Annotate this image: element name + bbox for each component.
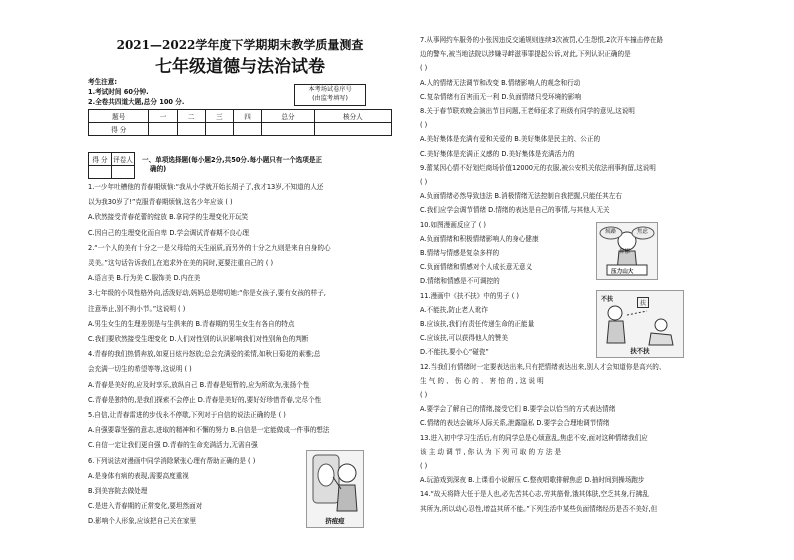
question-line: 生 气 的 、 伤 心 的 、 害 怕 的 , 这 说 明 xyxy=(420,376,544,385)
help-label-no: 不扶 xyxy=(601,296,614,303)
exam-subtitle: 2021—2022学年度下学期期末教学质量测查 xyxy=(116,38,364,52)
score-head-cell: 题号 xyxy=(89,110,149,123)
section-title: 一、单项选择题(每小题2分,共50分.每小题只有一个选项是正 xyxy=(142,156,323,164)
score-table xyxy=(88,109,392,136)
section-score-box xyxy=(88,152,135,179)
question-line: A.负面情绪必然导致违法 B.消极情绪无法控制自我把握,只能任其左右 xyxy=(420,192,622,201)
question-line: 4.青春的我们热情奔放,如夏日炫丹怒放;总会充满爱的柔情,如秋日菊花的素雅;总 xyxy=(88,350,321,359)
pimple-cartoon-image xyxy=(306,450,364,528)
question-line: A.是身体有病的表现,需要高度重视 xyxy=(88,471,189,480)
score-head-cell: 三 xyxy=(205,110,233,123)
question-line: 1.一少年吐槽他的青春期烦恼:“我从小学就开始长胡子了,我才13岁,不知道的人还 xyxy=(88,183,324,191)
score-table-row xyxy=(89,123,392,136)
stress-label-3: 抑郁 xyxy=(619,249,630,255)
question-line: ( ) xyxy=(420,121,428,130)
question-line: 12.当我们有情绪时一定要表达出来,只有把情绪表达出来,别人才会知道你是高兴的、 xyxy=(420,362,666,371)
question-line: D.情绪和情感是不可调控的 xyxy=(420,277,500,286)
question-line: 灵美。”这句话告诉我们,在追求外在美的同时,更要注重自己的 ( ) xyxy=(88,259,274,267)
grader-label: 评卷人 xyxy=(112,153,135,166)
score-row-label: 得 分 xyxy=(89,123,149,136)
section-score-cell[interactable] xyxy=(89,166,112,179)
question-line: 5.自信,让青春雷进的步伐永不停歇,下列对于自信的说法正确的是 ( ) xyxy=(88,411,286,419)
score-head-cell: 核分人 xyxy=(314,110,391,123)
question-line: 8.关于春节联欢晚会演出节目问题,王老师征求了班级有同学的意见,这说明 xyxy=(420,107,635,115)
question-line: 其所为,所以动心忍性,增益其所不能。”下列生活中某些负面情绪经历是否不美好,但 xyxy=(420,504,658,513)
question-line: A.人的情绪无法调节和改变 B.情绪影响人的观念和行动 xyxy=(420,78,581,87)
question-line: 注意举止,别不拘小节。”这说明 ( ) xyxy=(88,304,186,313)
notice-2: 2.全卷共四道大题,总分 100 分. xyxy=(88,98,185,106)
question-line: 10.如图漫画反应了 ( ) xyxy=(420,220,486,229)
question-line: C.是进入青春期的正常变化,要坦然面对 xyxy=(88,502,203,511)
score-cell[interactable] xyxy=(177,123,205,136)
question-line: 9.蕾某因心情不好划烂商场价值12000元的衣服,被公安机关依法刑事拘留,这说明 xyxy=(420,163,656,172)
question-line: A.青春是美好的,应及时享乐,放纵自己 B.青春是短暂的,应为所欲为,张扬个性 xyxy=(88,380,310,389)
stress-cartoon-image xyxy=(596,222,658,280)
score-head-cell: 二 xyxy=(177,110,205,123)
exam-title: 七年级道德与法治试卷 xyxy=(155,57,325,77)
question-line: A.美好集体是充满有爱和关爱的 B.美好集体是民主的、公正的 xyxy=(420,135,601,144)
score-head-cell: 四 xyxy=(233,110,261,123)
question-line: ( ) xyxy=(420,391,428,399)
question-line: C.情绪的表达会破坏人际关系,泄露隐私 D.要学会合理地调节情绪 xyxy=(420,419,610,428)
score-cell[interactable] xyxy=(314,123,391,136)
question-line: 11.漫画中《扶不扶》中的男子 ( ) xyxy=(420,291,519,300)
notice-title: 考生注意: xyxy=(88,78,118,86)
score-cell[interactable] xyxy=(205,123,233,136)
question-line: A.男生女生的生理差别是与生俱来的 B.青春期的男生女生有各自的特点 xyxy=(88,319,295,328)
help-label-yes: 扶 xyxy=(637,297,649,308)
seat-code-label: 本考场试卷序号 (由监考填写) xyxy=(308,86,352,102)
question-line: C.我们应学会调节情绪 D.情绪的表达是自己的事情,与其他人无关 xyxy=(420,206,610,215)
question-line: 边的警车,被当地法院以涉嫌寻衅滋事罪提起公诉,对此,下列认识正确的是 xyxy=(420,50,631,59)
score-cell[interactable] xyxy=(149,123,177,136)
question-line: C.应该扶,可以获得他人的赞美 xyxy=(420,334,508,343)
question-line: A.自强要靠坚强的意志,进取的精神和不懈的努力 B.自信是一定能做成一件事的想法 xyxy=(88,426,330,435)
question-line: A.欣然接受青春花蕾的绽放 B.拿同学的生理变化开玩笑 xyxy=(88,213,249,222)
question-line: 该 主 动 调 节 , 你 认 为 下 列 可 取 的 方 法 是 xyxy=(420,447,562,456)
question-line: B.到美容院去做处理 xyxy=(88,487,148,495)
pimple-caption: 挤痘痘 xyxy=(325,517,345,525)
question-line: A.语言美 B.行为美 C.服饰美 D.内在美 xyxy=(88,274,201,283)
score-head-cell: 一 xyxy=(149,110,177,123)
question-line: B.情绪与情感是复杂多样的 xyxy=(420,249,500,257)
question-line: 6.下列说法对漫画中同学消除紧张心理有帮助正确的是 ( ) xyxy=(88,456,256,465)
question-line: C.负面情绪和情感对个人成长意无意义 xyxy=(420,263,533,272)
question-line: C.青春是独特的,是我们探索不会停止 D.青春是美好的,要好好珍惜青春,完尽个性 xyxy=(88,395,322,404)
stress-label-2: 焦虑 xyxy=(637,229,648,235)
question-line: 3.七年级的小凤性格外向,活泼好动,妈妈总是唠叨她:“你是女孩子,要有女孩的样子, xyxy=(88,289,326,298)
help-cartoon-image xyxy=(596,290,684,358)
score-table-head xyxy=(89,110,392,123)
question-line: 14.“故天将降大任于是人也,必先苦其心志,劳其筋骨,饿其体肤,空乏其身,行拂乱 xyxy=(420,490,649,499)
score-cell[interactable] xyxy=(262,123,315,136)
stress-label-1: 烦躁 xyxy=(605,229,616,235)
section-title-cont: 确的) xyxy=(150,165,167,173)
question-line: A.要学会了解自己的情绪,接受它们 B.要学会以恰当的方式表达情绪 xyxy=(420,405,616,414)
question-line: C.自信一定让我们更自强 D.青春的生命充满活力,无需自强 xyxy=(88,441,258,450)
question-line: D.不能扶,要小心“碰瓷” xyxy=(420,348,489,357)
question-line: ( ) xyxy=(420,178,428,186)
question-line: A.玩游戏到深夜 B.上课看小说解压 C.整夜唱歌排解焦虑 D.抽时间到操场跑步 xyxy=(420,476,645,485)
section-score-label: 得 分 xyxy=(89,153,112,166)
score-head-cell: 总分 xyxy=(262,110,315,123)
question-line: 以为我30岁了!”克服青春期烦恼,这名少年应该 ( ) xyxy=(88,198,233,207)
question-line: C.美好集体是充满正义感的 D.美好集体是充满活力的 xyxy=(420,149,575,158)
question-line: C.因自己的生理变化而自卑 D.学会调试青春期不良心理 xyxy=(88,228,250,237)
seat-code-box xyxy=(294,84,366,106)
help-caption: 扶不扶 xyxy=(630,347,650,355)
stress-label-0: 压力山大 xyxy=(611,269,634,275)
question-line: 会充满一切生的希望等等,这说明 ( ) xyxy=(88,365,192,374)
question-line: 2.“一个人的美有十分之一是父母给的天生丽质,而另外的十分之九则是来自自身的心 xyxy=(88,243,331,252)
question-line: B.应该扶,我们有责任传递生命的正能量 xyxy=(420,320,535,328)
question-line: C.复杂情绪有百害而无一利 D.负面情绪只受环境的影响 xyxy=(420,92,582,101)
question-line: C.我们要欣然接受生理变化 D.人们对性别的认识影响我们对性别角色的判断 xyxy=(88,335,309,343)
question-line: 13.进入初中学习生活后,有的同学总是心烦意乱,焦虑不安,面对这种情绪我们应 xyxy=(420,433,648,442)
grader-cell[interactable] xyxy=(112,166,135,179)
question-line: ( ) xyxy=(420,64,428,73)
notice-1: 1.考试时间 60分钟. xyxy=(88,88,149,96)
score-cell[interactable] xyxy=(233,123,261,136)
question-line: D.影响个人形象,应该把自己关在家里 xyxy=(88,517,197,526)
question-line: A.不能扶,防止老人讹诈 xyxy=(420,305,488,314)
question-line: ( ) xyxy=(420,462,428,470)
question-line: 7.从事网约车服务的小张因违反交通规则连续3次被罚,心生怨恨,2次开车撞击停在路 xyxy=(420,36,664,44)
question-line: A.负面情绪和积极情绪影响人的身心健康 xyxy=(420,234,539,243)
